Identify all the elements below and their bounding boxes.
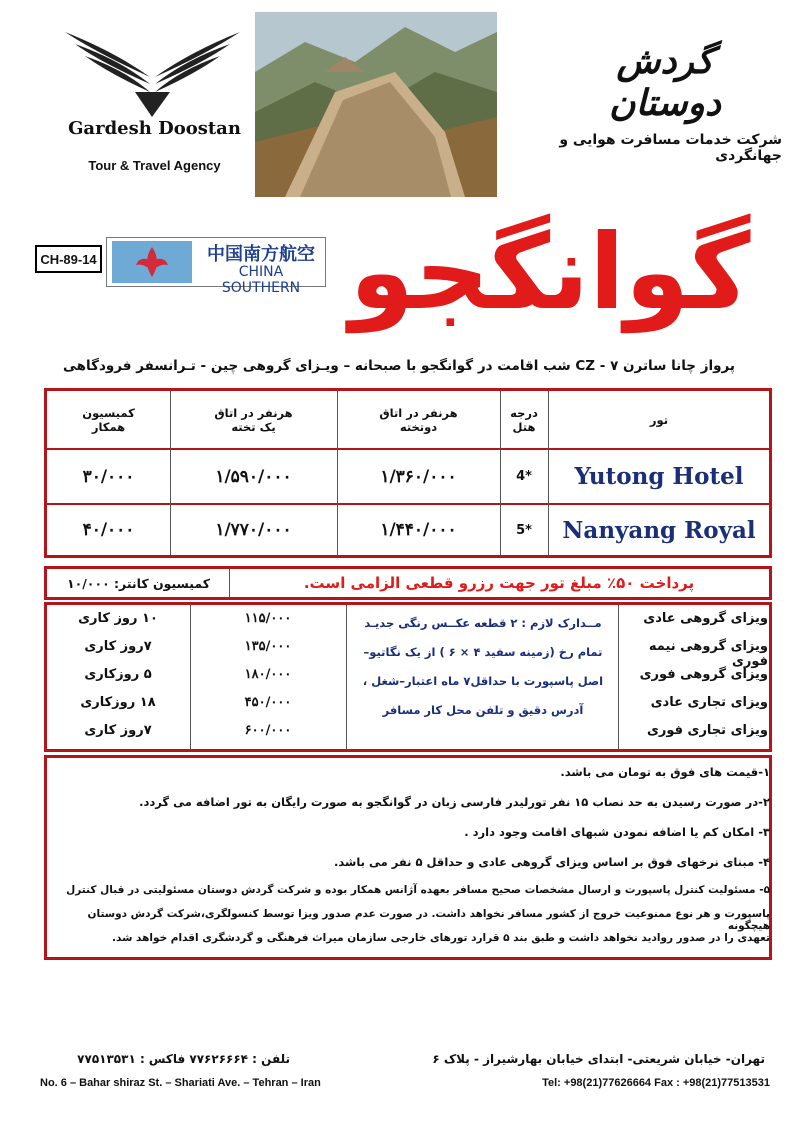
header-grade [500,392,548,448]
tour-code: CH-89-14 [35,245,102,273]
header-grade-line2: هتل [512,420,536,434]
visa-duration: ۷روز کاری [84,639,152,654]
payment-notice: پرداخت ۵۰٪ مبلغ تور جهت رزرو قطعی الزامی است. [303,574,695,592]
header-grade-line1: درجه [510,406,538,420]
visa-price: ۱۱۵/۰۰۰ [244,611,292,626]
header-tour: تور [649,413,669,427]
visa-documents-line: تمام رخ (زمینه سفید ۴ × ۶ ) از یک نگاتیو– [363,645,603,659]
note-item: پاسپورت و هر نوع ممنوعیت خروج از کشور مسافر نخواهد داشت. در صورت عدم صدور ویزا توسط کنسولگری،شرکت گردش دوستان هیچگونه [87,908,770,932]
price-double: ۱/۴۴۰/۰۰۰ [380,520,457,540]
china-southern-icon [112,241,192,283]
airline-name-en: CHINA SOUTHERN [221,264,301,296]
visa-type: ویزای گروهی عادی [643,611,768,626]
header-commission [47,392,170,448]
visa-price: ۴۵۰/۰۰۰ [244,695,292,710]
note-item: ۱-قیمت های فوق به تومان می باشد. [560,765,770,779]
price-single: ۱/۷۷۰/۰۰۰ [215,520,292,540]
commission: ۴۰/۰۰۰ [82,520,135,540]
phone-fa: تلفن : ۷۷۶۲۶۶۶۴ فاکس : ۷۷۵۱۳۵۳۱ [77,1052,290,1066]
visa-price: ۱۳۵/۰۰۰ [244,639,292,654]
visa-type: ویزای تجاری فوری [646,723,768,738]
divider [190,605,191,749]
visa-type: ویزای گروهی فوری [639,667,768,682]
hotel-grade: 5* [516,522,532,538]
brand-name-en: Gardesh Doostan [68,118,241,139]
visa-documents-line: مــدارک لازم : ۲ قطعه عکــس رنگی جدیـد [364,616,602,630]
page-title: گوانگجو [349,211,751,333]
hotel-name: Nanyang Royal [562,516,756,544]
hotel-name: Yutong Hotel [574,463,744,490]
brand-name-fa: گردش دوستان [609,40,721,124]
visa-type: ویزای گروهی نیمه فوری [648,639,768,669]
address-fa: تهران- خیابان شریعتی- ابتدای خیابان بهارشیراز - پلاک ۶ [432,1052,765,1066]
visa-duration: ۵ روزکاری [84,667,152,682]
visa-price: ۱۸۰/۰۰۰ [244,667,292,682]
note-item: ۲-در صورت رسیدن به حد نصاب ۱۵ نفر تورلیدر فارسی زبان در گوانگجو به صورت رایگان به تور اضافه می گردد. [139,795,770,809]
header-commission-line1: کمیسیون [82,406,135,420]
visa-duration: ۷روز کاری [84,723,152,738]
note-item: ۵- مسئولیت کنترل پاسپورت و ارسال مشخصات صحیح مسافر بعهده آژانس همکار بوده و شرکت گردش دوستان مسئولیتی در قبال کنترل [66,884,770,896]
divider [346,605,347,749]
visa-duration: ۱۰ روز کاری [78,611,158,626]
tour-subtitle: پرواز چانا ساترن CZ - ۷ شب اقامت در گوانگجو با صبحانه – ویـزای گروهی چین - تـرانسفر فرودگاهی [63,358,735,374]
hotel-grade: 4* [516,469,532,484]
header-commission-line2: همکار [91,420,126,434]
note-item: ۳- امکان کم یا اضافه نمودن شبهای اقامت وجود دارد . [464,825,770,839]
price-single: ۱/۵۹۰/۰۰۰ [215,466,292,487]
visa-type: ویزای تجاری عادی [650,695,768,710]
visa-documents-line: آدرس دقیق و تلفن محل کار مسافر [382,703,584,717]
visa-duration: ۱۸ روزکاری [80,695,156,710]
counter-commission: کمیسیون کانتر: ۱۰/۰۰۰ [66,575,211,591]
visa-documents-line: اصل پاسپورت با حداقل۷ ماه اعتبار–شغل ، [362,674,604,688]
commission: ۳۰/۰۰۰ [82,466,135,487]
header-double-line2: دوتخته [399,420,438,434]
great-wall-photo [255,12,497,197]
address-en: No. 6 – Bahar shiraz St. – Shariati Ave. – Tehran – Iran [40,1077,321,1089]
header-single-line2: یک تخته [231,420,276,434]
phone-en: Tel: +98(21)77626664 Fax : +98(21)77513531 [542,1077,770,1089]
note-item: تعهدی را در صدور روادید نخواهد داشت و طبق بند ۵ قرارد تورهای خارجی سازمان میراث فرهنگی و گردشگری اقدام خواهد شد. [112,932,770,944]
header-double [337,392,500,448]
divider [618,605,619,749]
company-description: شرکت خدمات مسافرت هوایی و جهانگردی [559,132,782,164]
agency-logo-wings-icon [55,22,250,122]
price-double: ۱/۳۶۰/۰۰۰ [380,466,457,487]
visa-price: ۶۰۰/۰۰۰ [244,723,292,738]
note-item: ۴- مبنای نرخهای فوق بر اساس ویزای گروهی عادی و حداقل ۵ نفر می باشد. [334,855,770,869]
airline-name-zh: 中国南方航空 [207,244,315,265]
header-double-line1: هرنفر در اتاق [379,406,458,420]
brand-tagline: Tour & Travel Agency [88,158,221,173]
header-single-line1: هرنفر در اتاق [214,406,293,420]
header-single [170,392,337,448]
